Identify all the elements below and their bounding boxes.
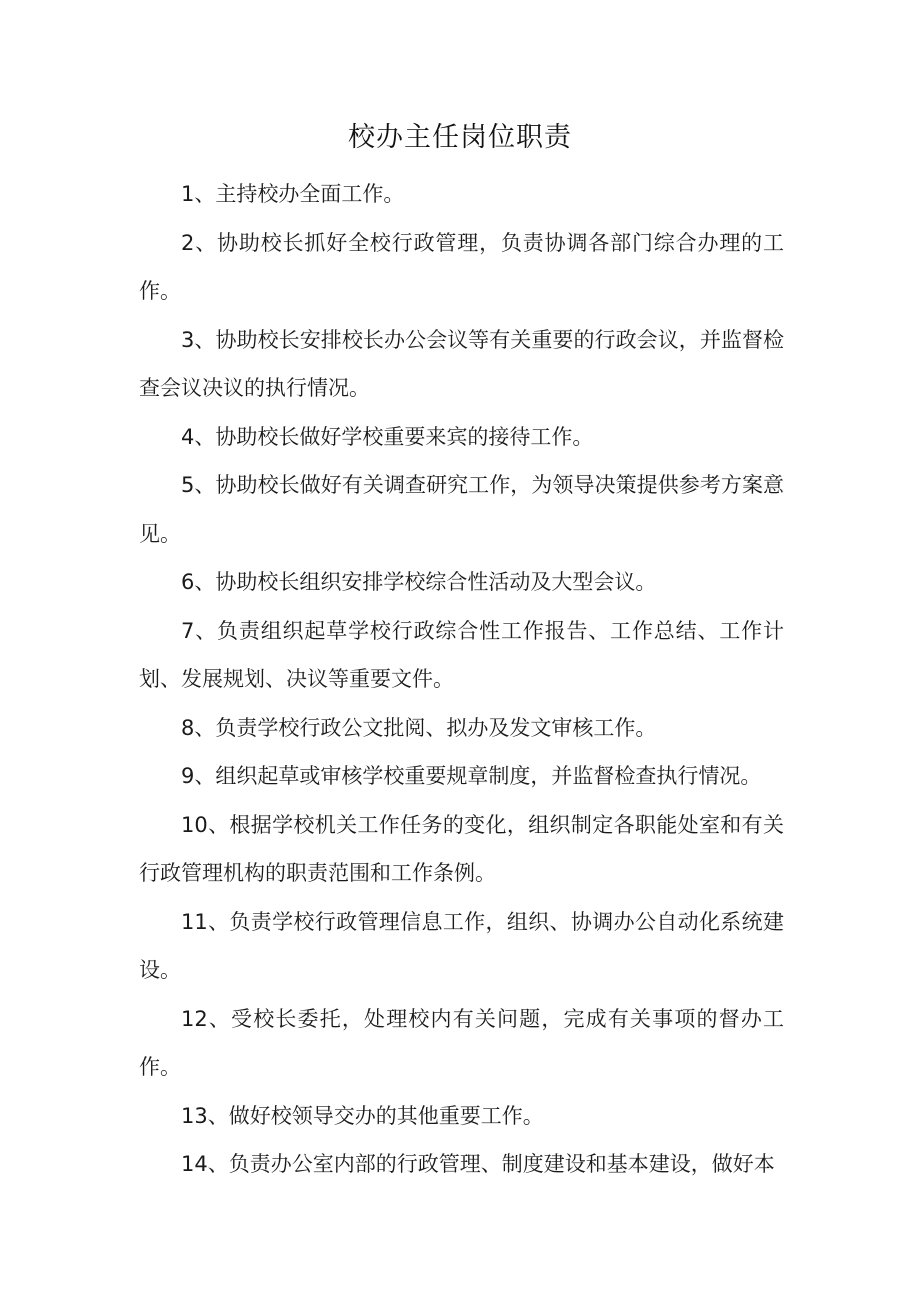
- paragraph-9: 9、组织起草或审核学校重要规章制度，并监督检查执行情况。: [181, 764, 762, 788]
- paragraph-2: 2、协助校长抓好全校行政管理，负责协调各部门综合办理的工作。: [139, 230, 784, 303]
- document-body: [139, 170, 784, 1189]
- paragraph-5: 5、协助校长做好有关调查研究工作，为领导决策提供参考方案意见。: [139, 473, 784, 546]
- paragraph-6: 6、协助校长组织安排学校综合性活动及大型会议。: [181, 570, 657, 594]
- paragraph-4: 4、协助校长做好学校重要来宾的接待工作。: [181, 424, 594, 449]
- paragraph-14: 14、负责办公室内部的行政管理、制度建设和基本建设，做好本: [181, 1152, 775, 1176]
- paragraph-8: 8、负责学校行政公文批阅、拟办及发文审核工作。: [181, 715, 657, 740]
- paragraph-10: 10、根据学校机关工作任务的变化，组织制定各职能处室和有关行政管理机构的职责范围和工作条例。: [139, 812, 784, 885]
- document-title: 校办主任岗位职责: [348, 122, 572, 153]
- paragraph-11: 11、负责学校行政管理信息工作，组织、协调办公自动化系统建设。: [139, 909, 784, 982]
- paragraph-7: 7、负责组织起草学校行政综合性工作报告、工作总结、工作计划、发展规划、决议等重要文件。: [139, 618, 784, 691]
- paragraph-12: 12、受校长委托，处理校内有关问题，完成有关事项的督办工作。: [139, 1006, 784, 1079]
- paragraph-3: 3、协助校长安排校长办公会议等有关重要的行政会议，并监督检查会议决议的执行情况。: [139, 327, 784, 400]
- paragraph-13: 13、做好校领导交办的其他重要工作。: [181, 1103, 544, 1128]
- paragraph-1: 1、主持校办全面工作。: [181, 182, 405, 206]
